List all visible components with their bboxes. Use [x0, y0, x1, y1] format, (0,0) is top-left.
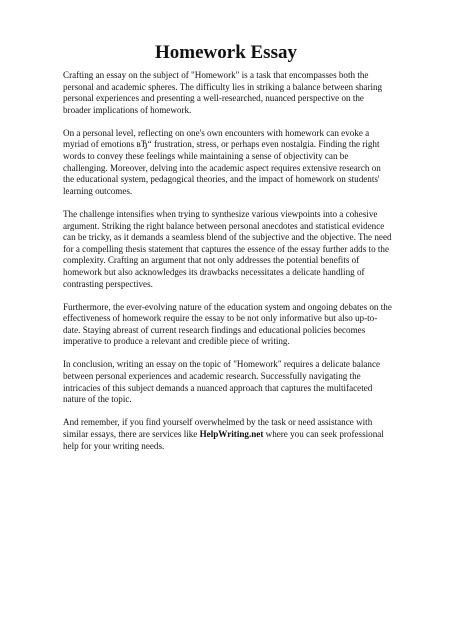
- closing-text-before: And remember, if you find yourself overwhelmed by the task or need assistance with similar essays, there are services like: [63, 417, 373, 439]
- paragraph-conclusion: In conclusion, writing an essay on the topic of "Homework" requires a delicate balance between personal experiences and academic research. Successfully navigating the intricacies of this subject demands a nuanced approach that captures the multifaceted nature of the topic.: [63, 359, 381, 405]
- paragraph-challenge: The challenge intensifies when trying to synthesize various viewpoints into a cohesive argument. Striking the right balance between personal anecdotes and statistical evidence can be tricky, as it demands a seamless blend of the subjective and the objective. The need for a compelling thesis statement that captures the essence of the essay further adds to the complexity. Crafting an argument that not only addresses the potential benefits of homework but also acknowledges its drawbacks necessitates a delicate handling of contrasting perspectives.: [63, 208, 392, 289]
- paragraph-personal-level: On a personal level, reflecting on one's own encounters with homework can evoke a myriad of emotions вЂ“ frustration, stress, or perhaps even nostalgia. Finding the right words to convey these feelings while maintaining a sense of objectivity can be challenging. Moreover, delving into the academic aspect requires extensive research on the educational system, pedagogical theories, and the impact of homework on students' learning outcomes.: [63, 127, 381, 196]
- essay-body: [63, 70, 393, 464]
- brand-name: HelpWriting.net: [199, 428, 264, 439]
- paragraph-closing: [63, 417, 393, 452]
- closing-text-after: where you can seek professional help for your writing needs.: [63, 428, 384, 451]
- essay-title: Homework Essay: [155, 42, 297, 63]
- paragraph-furthermore: Furthermore, the ever-evolving nature of the education system and ongoing debates on the effectiveness of homework require the essay to be not only informative but also up-to-date. Staying abreast of current research findings and educational policies becomes imperative to produce a relevant and credible piece of writing.: [63, 301, 392, 347]
- paragraph-intro: Crafting an essay on the subject of "Homework" is a task that encompasses both the personal and academic spheres. The difficulty lies in striking a balance between sharing personal experiences and presenting a well-researched, nuanced perspective on the broader implications of homework.: [63, 70, 383, 115]
